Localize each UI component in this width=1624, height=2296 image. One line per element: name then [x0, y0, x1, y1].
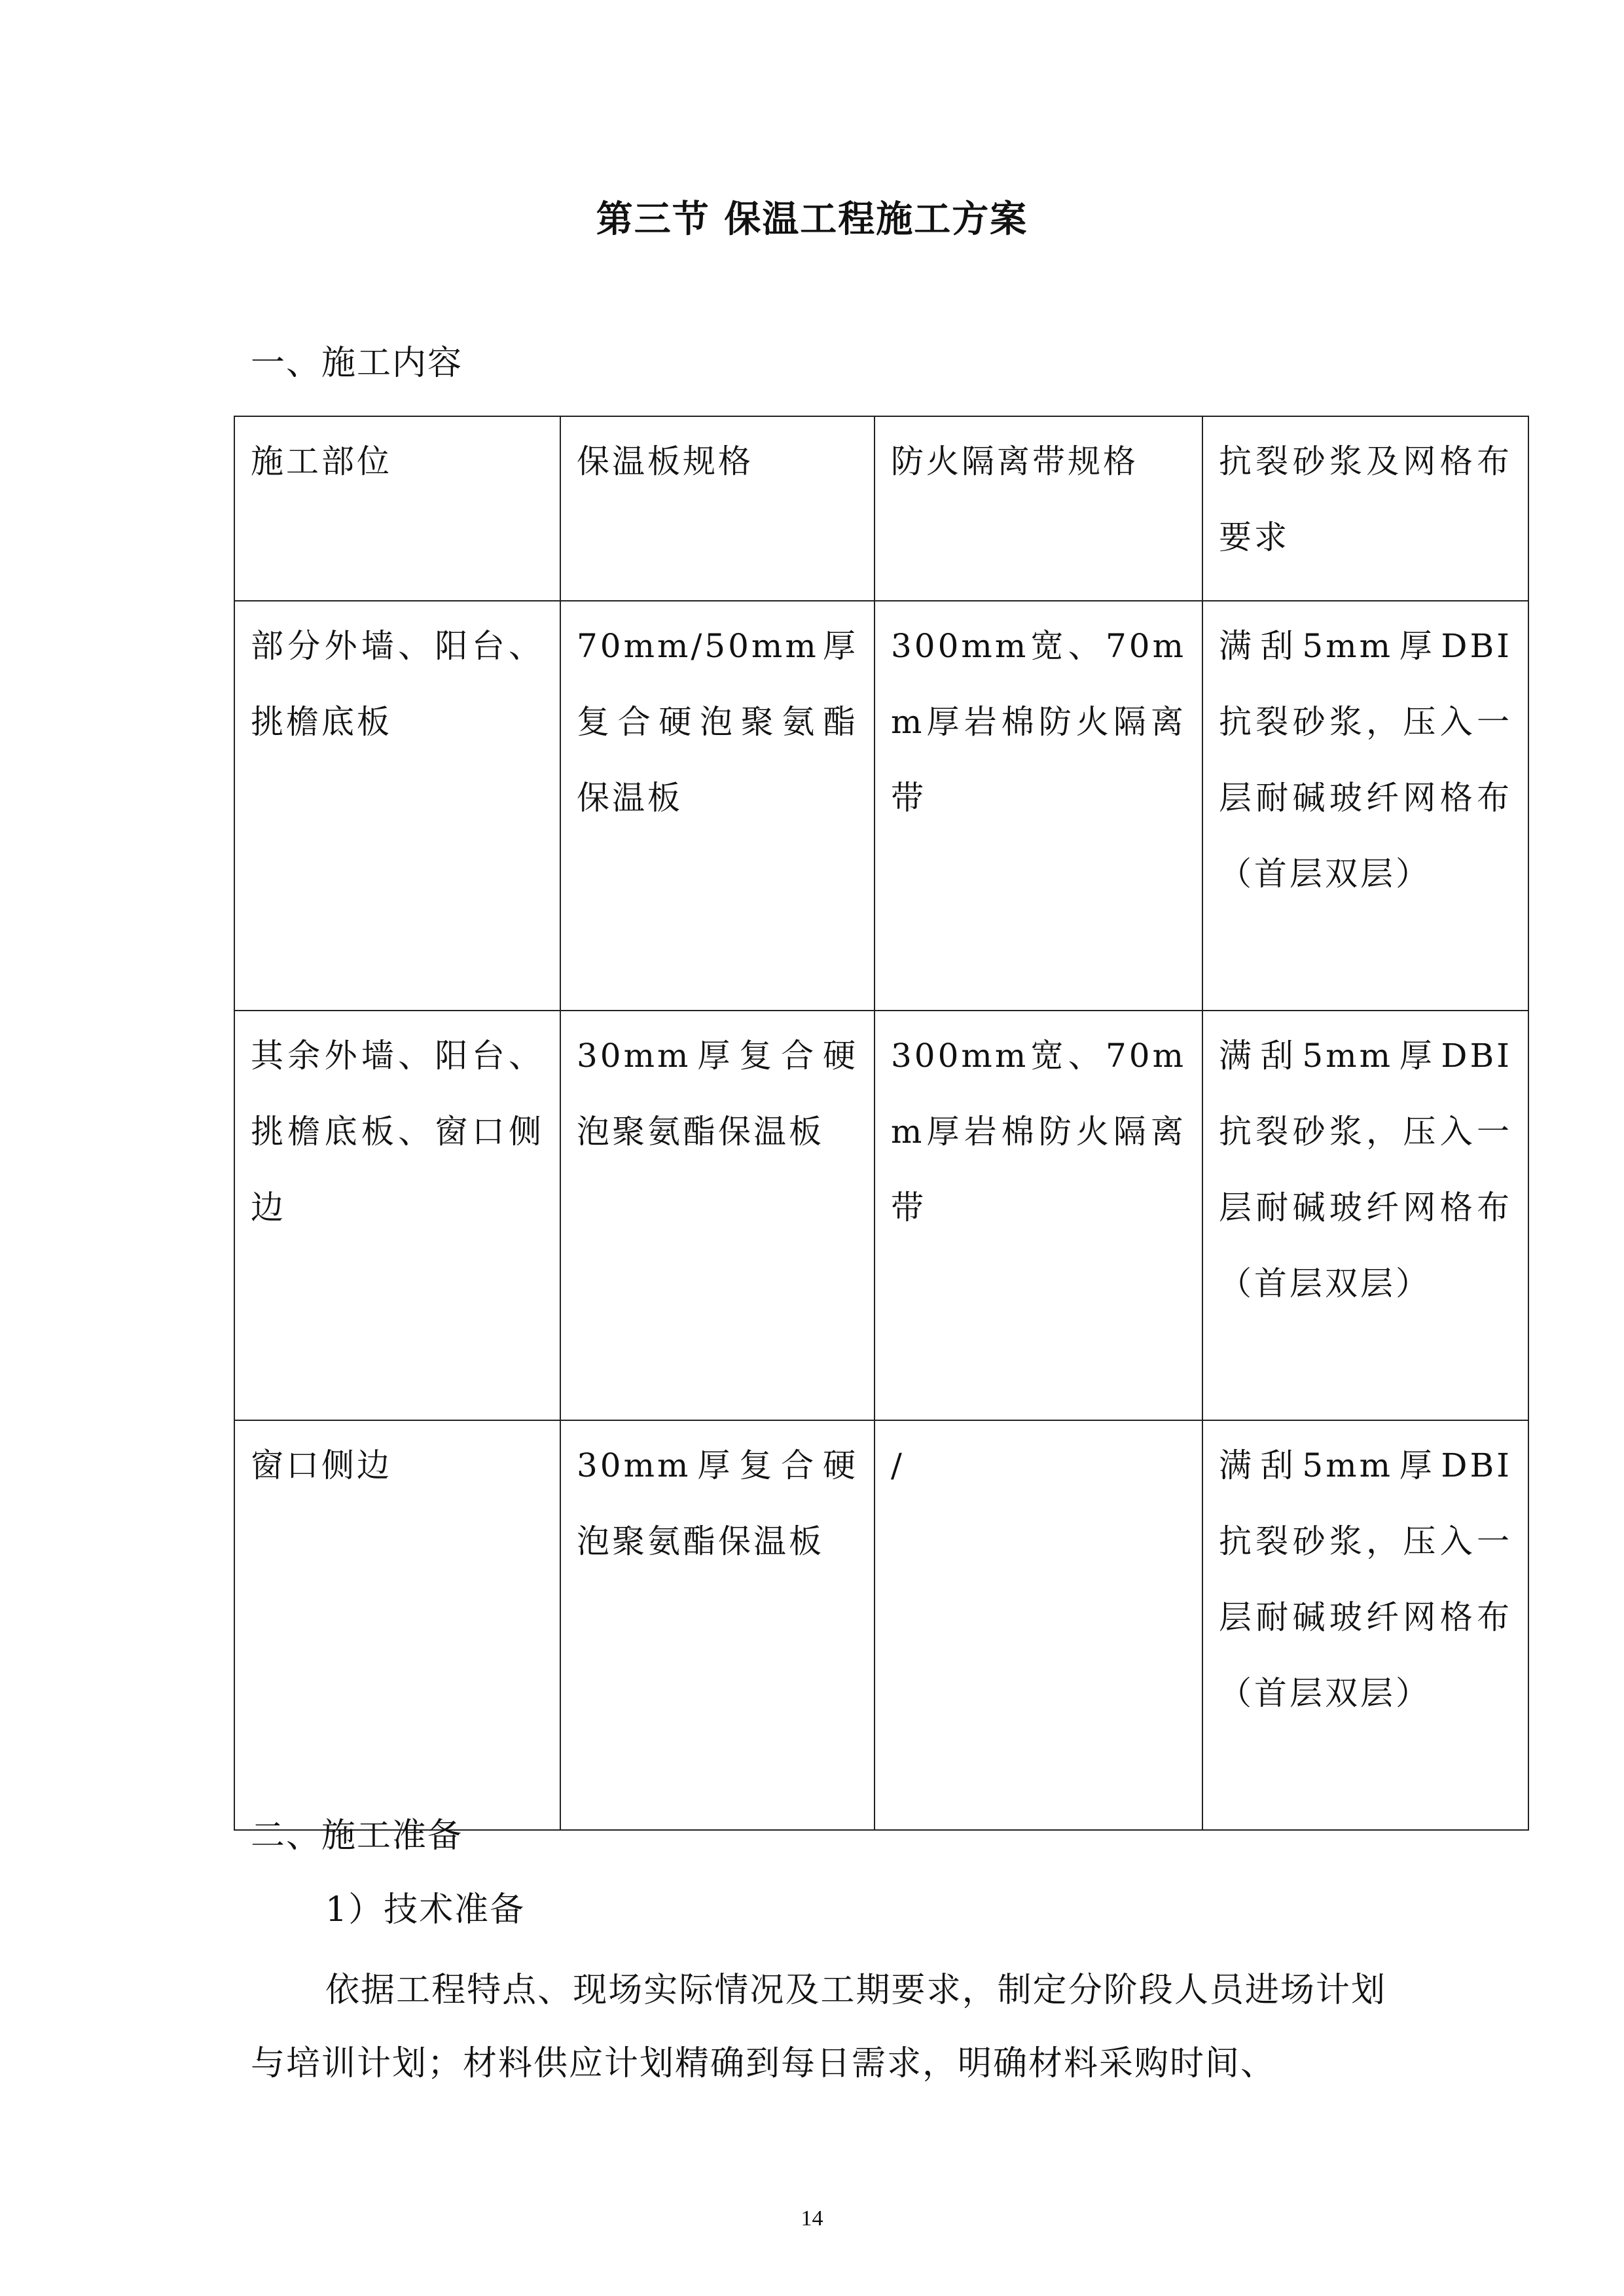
table-row — [234, 1420, 1528, 1830]
page-number: 14 — [801, 2206, 823, 2231]
table-cell: 70mm/50mm厚复合硬泡聚氨酯保温板 — [560, 601, 875, 1011]
page-title: 第三节 保温工程施工方案 — [596, 198, 1028, 241]
section-heading-preparation: 二、施工准备 — [251, 1816, 463, 1856]
table-header-cell: 施工部位 — [234, 416, 560, 601]
table-row — [234, 1011, 1528, 1420]
section-heading-content: 一、施工内容 — [251, 344, 463, 383]
table-cell: 满刮5mm厚DBI抗裂砂浆，压入一层耐碱玻纤网格布（首层双层） — [1202, 1420, 1528, 1830]
table-cell: 30mm厚复合硬泡聚氨酯保温板 — [560, 1420, 875, 1830]
table-cell: 300mm宽、70mm厚岩棉防火隔离带 — [875, 601, 1202, 1011]
table-header-cell: 保温板规格 — [560, 416, 875, 601]
subsection-heading-technical: 1）技术准备 — [325, 1890, 526, 1929]
table-header-row — [234, 416, 1528, 601]
table-cell: 300mm宽、70mm厚岩棉防火隔离带 — [875, 1011, 1202, 1420]
table-header-cell: 防火隔离带规格 — [875, 416, 1202, 601]
table-cell: 30mm厚复合硬泡聚氨酯保温板 — [560, 1011, 875, 1420]
construction-content-table — [234, 416, 1529, 1831]
table-cell: 窗口侧边 — [234, 1420, 560, 1830]
table-cell: 其余外墙、阳台、挑檐底板、窗口侧边 — [234, 1011, 560, 1420]
table-cell: / — [875, 1420, 1202, 1830]
table-header-cell: 抗裂砂浆及网格布要求 — [1202, 416, 1528, 601]
table-cell: 部分外墙、阳台、挑檐底板 — [234, 601, 560, 1011]
table-cell: 满刮5mm厚DBI抗裂砂浆，压入一层耐碱玻纤网格布（首层双层） — [1202, 1011, 1528, 1420]
table-row — [234, 601, 1528, 1011]
body-paragraph: 依据工程特点、现场实际情况及工期要求，制定分阶段人员进场计划与培训计划；材料供应计划精确到每日需求，明确材料采购时间、 — [251, 1971, 1386, 2083]
table-cell: 满刮5mm厚DBI抗裂砂浆，压入一层耐碱玻纤网格布（首层双层） — [1202, 601, 1528, 1011]
